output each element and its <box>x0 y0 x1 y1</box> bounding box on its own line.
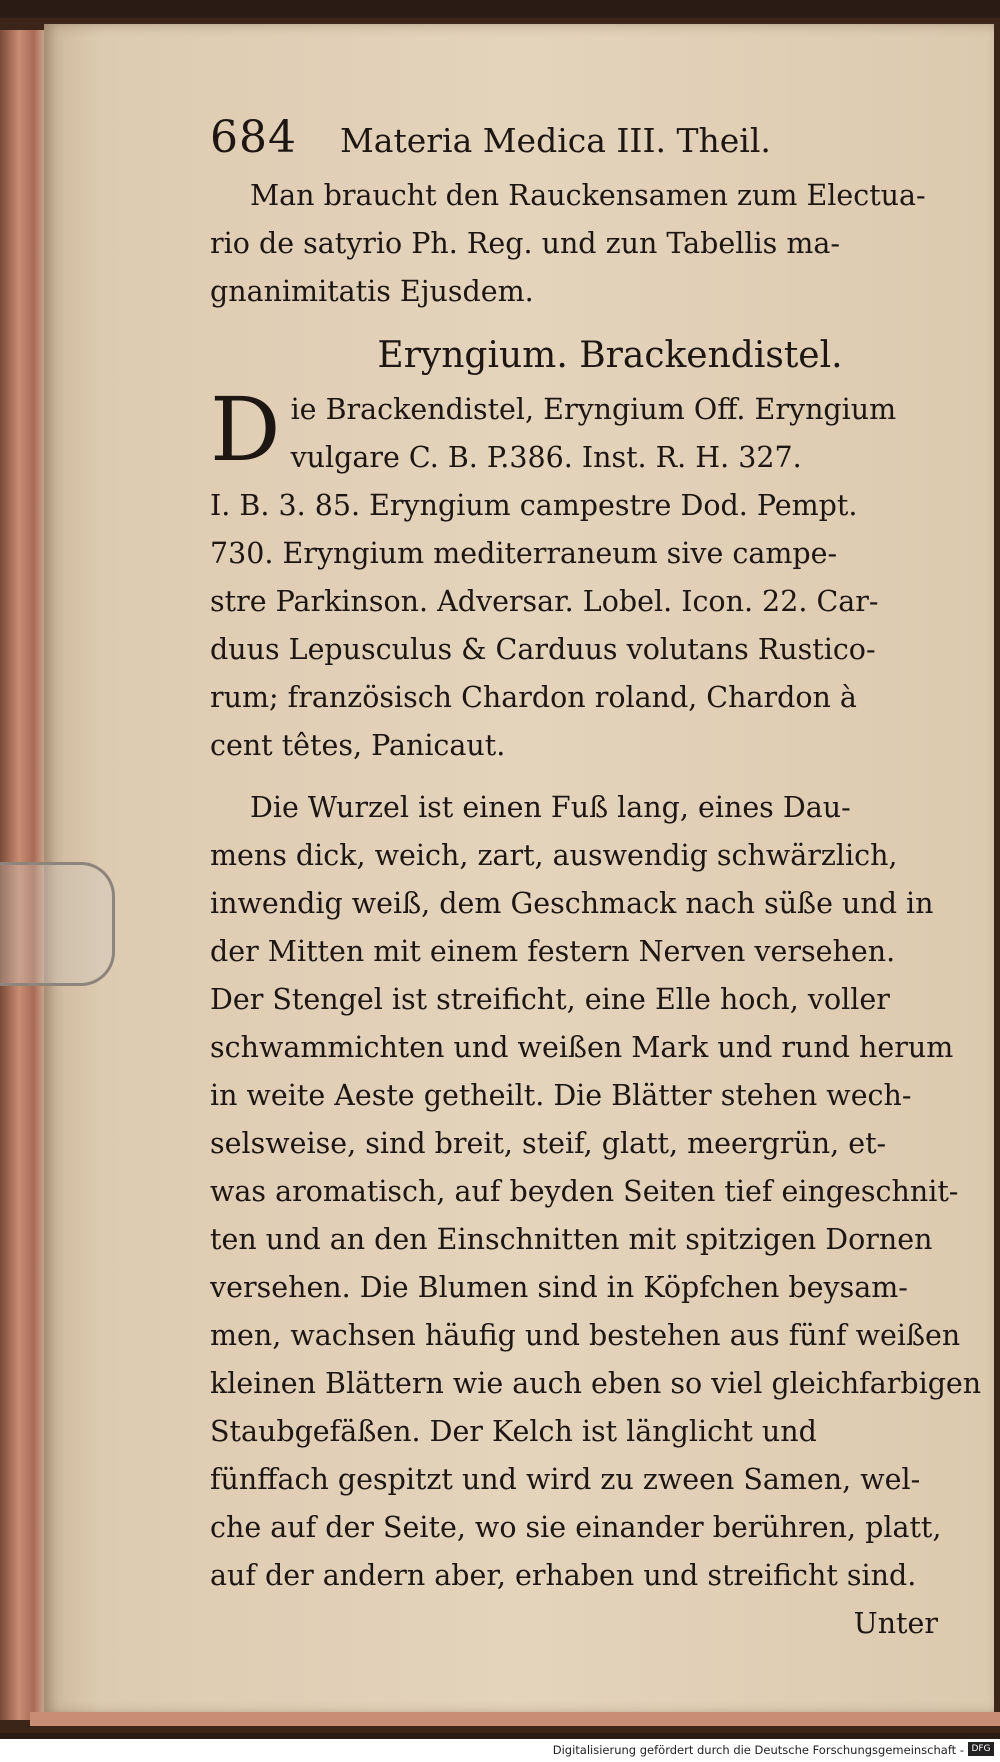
synonym-paragraph <box>210 378 950 770</box>
text-line: 730. Eryngium mediterraneum sive campe- <box>210 537 838 570</box>
text-line: der Mitten mit einem festern Nerven versehen. <box>210 935 896 968</box>
text-line: rum; französisch Chardon roland, Chardon à <box>210 681 857 714</box>
page-number: 684 <box>210 112 297 163</box>
text-line: Staubgefäßen. Der Kelch ist länglicht und <box>210 1415 817 1448</box>
text-line: kleinen Blättern wie auch eben so viel gleichfarbigen <box>210 1367 982 1400</box>
text-line: ie Brackendistel, Eryngium Off. Eryngium <box>290 393 897 426</box>
drop-cap: D <box>210 378 281 481</box>
text-line: Die Wurzel ist einen Fuß lang, eines Dau- <box>250 791 851 824</box>
text-line: mens dick, weich, zart, auswendig schwärzlich, <box>210 839 898 872</box>
text-line: selsweise, sind breit, steif, glatt, meergrün, et- <box>210 1127 887 1160</box>
page-text <box>210 112 982 1648</box>
running-title: Materia Medica III. Theil. <box>340 121 771 160</box>
text-line: men, wachsen häufig und bestehen aus fünf weißen <box>210 1319 961 1352</box>
text-line: stre Parkinson. Adversar. Lobel. Icon. 22. Car- <box>210 585 879 618</box>
description-paragraph <box>210 784 982 1600</box>
text-line: fünffach gespitzt und wird zu zween Samen, wel- <box>210 1463 921 1496</box>
text-line: gnanimitatis Ejusdem. <box>210 275 534 308</box>
text-line: schwammichten und weißen Mark und rund herum <box>210 1031 954 1064</box>
footer-credit: Digitalisierung gefördert durch die Deutsche Forschungsgemeinschaft - <box>552 1743 964 1757</box>
text-line: was aromatisch, auf beyden Seiten tief eingeschnit- <box>210 1175 959 1208</box>
text-line: cent têtes, Panicaut. <box>210 729 506 762</box>
text-line: inwendig weiß, dem Geschmack nach süße und in <box>210 887 934 920</box>
section-heading: Eryngium. Brackendistel. <box>377 335 843 376</box>
text-line: Man braucht den Rauckensamen zum Electua- <box>250 179 926 212</box>
text-line: auf der andern aber, erhaben und streificht sind. <box>210 1559 917 1592</box>
page-header <box>210 112 950 172</box>
text-line: duus Lepusculus & Carduus volutans Rustico- <box>210 633 876 666</box>
text-line: rio de satyrio Ph. Reg. und zun Tabellis ma- <box>210 227 840 260</box>
text-line: I. B. 3. 85. Eryngium campestre Dod. Pempt. <box>210 489 858 522</box>
page-bottom-edge <box>30 1712 1000 1726</box>
intro-paragraph <box>210 172 950 316</box>
text-line: che auf der Seite, wo sie einander berühren, platt, <box>210 1511 942 1544</box>
book-clip <box>0 862 115 986</box>
dfg-logo: DFG <box>968 1742 994 1756</box>
text-line: Der Stengel ist streificht, eine Elle hoch, voller <box>210 983 890 1016</box>
text-line: versehen. Die Blumen sind in Köpfchen beysam- <box>210 1271 908 1304</box>
text-line: vulgare C. B. P.386. Inst. R. H. 327. <box>290 441 802 474</box>
text-line: in weite Aeste getheilt. Die Blätter stehen wech- <box>210 1079 912 1112</box>
catchword: Unter <box>853 1607 938 1640</box>
footer-bar <box>0 1739 1000 1762</box>
text-line: ten und an den Einschnitten mit spitzigen Dornen <box>210 1223 933 1256</box>
